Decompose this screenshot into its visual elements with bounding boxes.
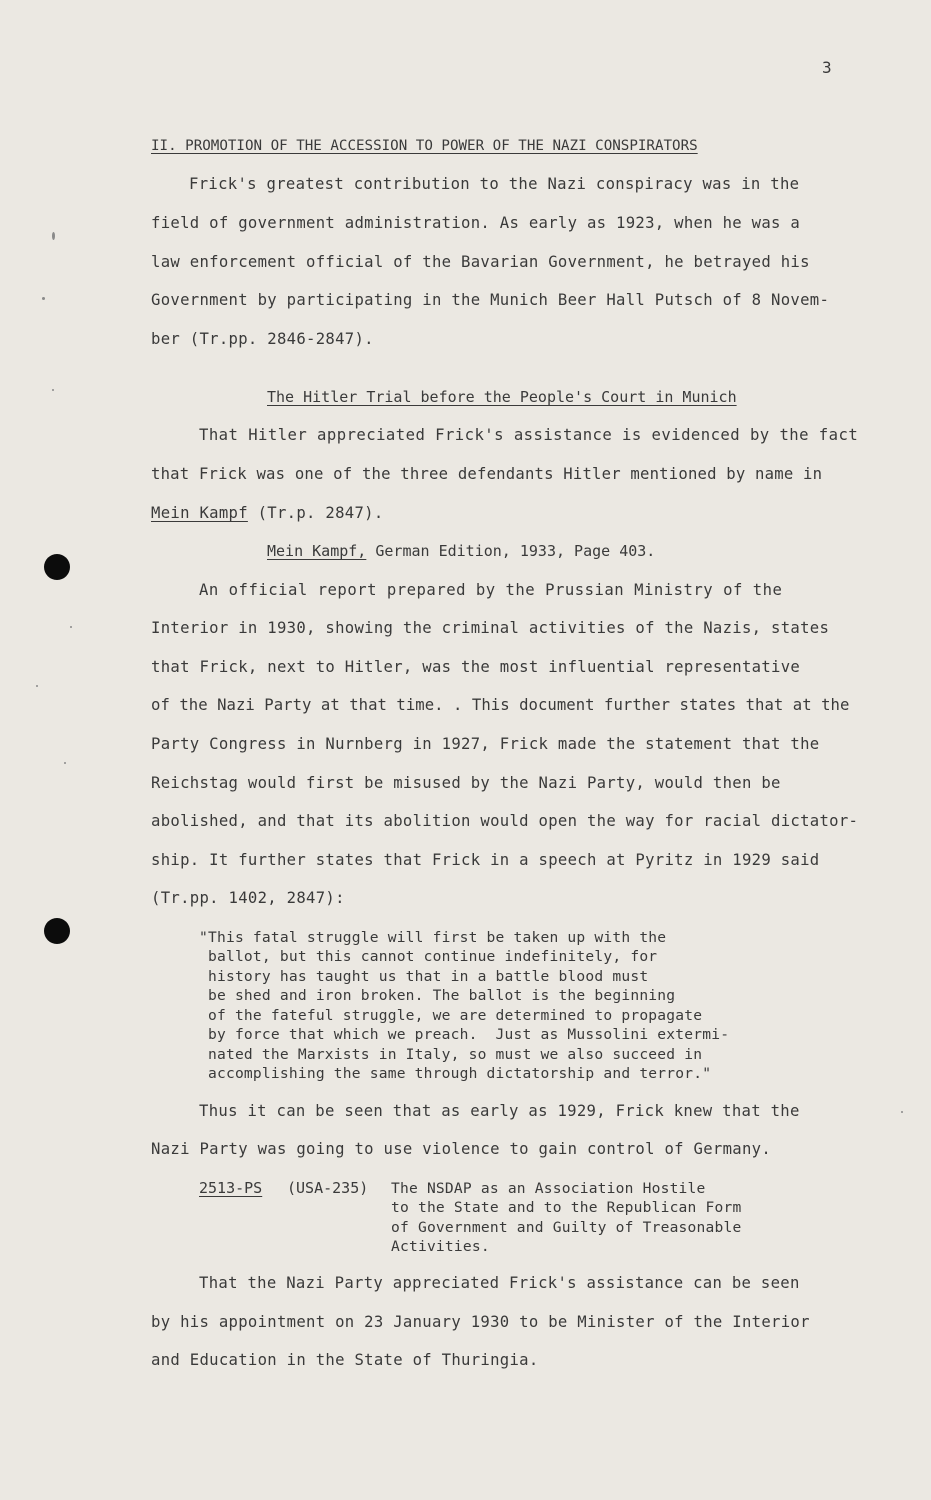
quote-line: history has taught us that in a battle blood must bbox=[199, 968, 649, 985]
punch-hole-upper bbox=[44, 554, 70, 580]
paragraph-line: Party Congress in Nurnberg in 1927, Frick made the statement that the bbox=[151, 735, 820, 753]
quote-line: "This fatal struggle will first be taken up with the bbox=[199, 929, 667, 946]
citation-title: Mein Kampf, bbox=[267, 542, 367, 560]
document-description-line: Activities. bbox=[391, 1238, 490, 1255]
paper-speck bbox=[42, 297, 45, 300]
quote-line: accomplishing the same through dictatorship and terror." bbox=[199, 1065, 712, 1082]
paragraph-line: law enforcement official of the Bavarian Government, he betrayed his bbox=[151, 253, 810, 271]
paragraph-line: That the Nazi Party appreciated Frick's assistance can be seen bbox=[199, 1274, 800, 1292]
paragraph-line: That Hitler appreciated Frick's assistance is evidenced by the fact bbox=[199, 426, 859, 444]
paragraph-line: and Education in the State of Thuringia. bbox=[151, 1351, 539, 1369]
paper-speck bbox=[64, 762, 66, 764]
paper-speck bbox=[52, 389, 54, 391]
paragraph-line: Government by participating in the Munich Beer Hall Putsch of 8 Novem- bbox=[151, 291, 830, 309]
quote-line: of the fateful struggle, we are determined to propagate bbox=[199, 1007, 703, 1024]
paragraph-line: Nazi Party was going to use violence to gain control of Germany. bbox=[151, 1140, 772, 1158]
subheading: The Hitler Trial before the People's Court in Munich bbox=[267, 388, 737, 406]
page-number: 3 bbox=[822, 58, 832, 77]
exhibit-number: (USA-235) bbox=[287, 1179, 369, 1197]
paragraph-line: abolished, and that its abolition would open the way for racial dictator- bbox=[151, 812, 859, 830]
document-description-line: of Government and Guilty of Treasonable bbox=[391, 1219, 742, 1236]
paragraph-line: field of government administration. As early as 1923, when he was a bbox=[151, 214, 801, 232]
paper-speck bbox=[901, 1111, 903, 1113]
page-reference: (Tr.p. 2847). bbox=[247, 504, 384, 522]
paragraph-line: Frick's greatest contribution to the Nazi conspiracy was in the bbox=[189, 175, 800, 193]
document-id: 2513-PS bbox=[199, 1179, 263, 1197]
paragraph-line: An official report prepared by the Prussian Ministry of the bbox=[199, 581, 783, 599]
paragraph-line bbox=[151, 506, 384, 522]
paper-speck bbox=[36, 685, 38, 687]
paragraph-line: ship. It further states that Frick in a speech at Pyritz in 1929 said bbox=[151, 851, 820, 869]
punch-hole-lower bbox=[44, 918, 70, 944]
section-heading: II. PROMOTION OF THE ACCESSION TO POWER OF THE NAZI CONSPIRATORS bbox=[151, 138, 698, 154]
book-title: Mein Kampf bbox=[151, 504, 248, 522]
quote-line: be shed and iron broken. The ballot is the beginning bbox=[199, 987, 676, 1004]
quote-line: ballot, but this cannot continue indefinitely, for bbox=[199, 948, 658, 965]
paragraph-line: that Frick, next to Hitler, was the most influential representative bbox=[151, 658, 801, 676]
paragraph-line: (Tr.pp. 1402, 2847): bbox=[151, 889, 345, 907]
paragraph-line: by his appointment on 23 January 1930 to be Minister of the Interior bbox=[151, 1313, 810, 1331]
paper-speck bbox=[52, 232, 55, 240]
document-description-line: The NSDAP as an Association Hostile bbox=[391, 1180, 706, 1197]
citation-details: German Edition, 1933, Page 403. bbox=[366, 542, 656, 560]
quote-line: by force that which we preach. Just as Mussolini extermi- bbox=[199, 1026, 730, 1043]
paragraph-line: that Frick was one of the three defendants Hitler mentioned by name in bbox=[151, 465, 823, 483]
paragraph-line: of the Nazi Party at that time. . This document further states that at the bbox=[151, 696, 850, 714]
document-description-line: to the State and to the Republican Form bbox=[391, 1199, 742, 1216]
quote-line: nated the Marxists in Italy, so must we also succeed in bbox=[199, 1046, 703, 1063]
paragraph-line: Reichstag would first be misused by the Nazi Party, would then be bbox=[151, 774, 781, 792]
paper-speck bbox=[70, 626, 72, 628]
paragraph-line: Interior in 1930, showing the criminal activities of the Nazis, states bbox=[151, 619, 830, 637]
citation-line bbox=[267, 544, 655, 559]
paragraph-line: Thus it can be seen that as early as 1929, Frick knew that the bbox=[199, 1102, 800, 1120]
paragraph-line: ber (Tr.pp. 2846-2847). bbox=[151, 330, 374, 348]
